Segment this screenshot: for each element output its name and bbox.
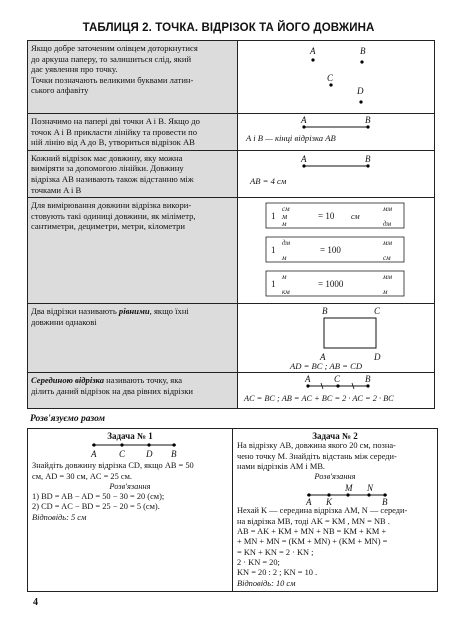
svg-text:м: м	[282, 273, 287, 282]
svg-text:C: C	[334, 374, 341, 385]
text-line: точок A і B прикласти лінійку та провести по	[31, 126, 198, 137]
text-line: стовують такі одиниці довжини, як міліметр,	[31, 210, 196, 221]
svg-text:D: D	[374, 352, 381, 363]
midpoint-diagram	[238, 373, 434, 408]
text-line: Для вимірювання довжини відрізка викори-	[31, 200, 192, 211]
row-units-text	[28, 198, 238, 304]
text-line: Позначимо на папері дві точки A і B. Якщо до	[31, 116, 200, 126]
points-diagram	[238, 41, 434, 113]
text-line: см, AD = 30 см, AC = 25 см.	[32, 471, 133, 481]
svg-text:= 100: = 100	[320, 245, 341, 256]
point-A	[311, 58, 314, 61]
answer: Відповідь: 5 см	[32, 512, 87, 522]
text-line: Серединою відрізка називають точку, яка	[31, 375, 183, 386]
label-D: D	[357, 86, 364, 96]
task-2	[233, 429, 438, 592]
svg-text:дм: дм	[282, 239, 291, 248]
points-figure	[238, 41, 435, 114]
row-segment-text	[28, 114, 238, 151]
svg-text:B: B	[171, 449, 177, 460]
label-B: B	[365, 115, 371, 125]
section-title: Розв'язуємо разом	[30, 414, 105, 424]
svg-text:A: A	[320, 352, 326, 363]
midpoint-figure	[238, 373, 435, 409]
label-B: B	[360, 46, 366, 56]
label-A: A	[301, 153, 307, 164]
text-line: ського алфавіту	[31, 85, 89, 96]
text-line: Два відрізки називають рівними, якщо їхні	[31, 306, 189, 317]
text-line: дає уявлення про точку.	[31, 64, 118, 75]
text-line: Точки позначають великими буквами латин-	[31, 74, 194, 85]
svg-text:мм: мм	[383, 273, 392, 282]
solution-label: Розв'язання	[109, 481, 151, 491]
length-figure	[238, 150, 435, 197]
text-line: ділить даний відрізок на два рівних відрізки	[31, 385, 193, 396]
svg-text:мм: мм	[383, 205, 392, 214]
svg-text:м: м	[383, 288, 388, 297]
text-line: Кожний відрізок має довжину, яку можна	[31, 152, 183, 163]
segment-caption: A і B — кінці відрізка AB	[246, 133, 336, 143]
svg-text:м: м	[282, 254, 287, 263]
svg-text:D: D	[146, 449, 153, 460]
text-line: KN = 20 : 2 ; KN = 10 .	[237, 568, 318, 578]
svg-text:1: 1	[271, 279, 276, 290]
svg-text:A: A	[305, 374, 311, 385]
length-caption: AB = 4 см	[250, 175, 287, 186]
midpoint-caption: AC = BC ; AB = AC + BC = 2 · AC = 2 · BC	[244, 394, 394, 404]
row-point-text	[28, 41, 238, 114]
svg-text:N: N	[367, 483, 374, 494]
solution-step: 2) CD = AC − BD = 25 − 20 = 5 (см).	[32, 502, 160, 512]
text-line: точками A і B	[31, 184, 82, 195]
svg-text:см: см	[383, 254, 391, 263]
text-line: відрізка AB називають також відстанню між	[31, 173, 194, 184]
point-D	[359, 100, 362, 103]
label-A: A	[310, 46, 316, 56]
task2-diagram	[237, 482, 433, 506]
svg-text:= 10: = 10	[318, 211, 335, 222]
row-midpoint-text	[28, 373, 238, 409]
text-line: до аркуша паперу, то залишиться слід, який	[31, 53, 192, 64]
svg-text:м: м	[282, 220, 287, 229]
text-line: нами відрізків AM і MB.	[237, 461, 326, 471]
point-C	[329, 83, 332, 86]
svg-text:1: 1	[271, 211, 276, 222]
text-line: на відрізка MB, тоді AK = KM , MN = NB .	[237, 516, 390, 526]
svg-text:см: см	[282, 205, 290, 214]
text-line: сантиметри, дециметри, метри, кілометри	[31, 221, 185, 232]
task-title: Задача № 1	[107, 431, 153, 441]
task-1	[28, 429, 233, 592]
solution-label: Розв'язання	[314, 472, 356, 482]
units-figure	[238, 198, 435, 304]
page-number: 4	[33, 597, 38, 608]
solution-step: 1) BD = AB − AD = 50 − 30 = 20 (см);	[32, 492, 165, 502]
svg-text:B: B	[322, 306, 328, 317]
text-line: виміряти за допомогою лінійки. Довжину	[31, 163, 184, 174]
svg-text:мм: мм	[383, 239, 392, 248]
svg-text:дм: дм	[383, 220, 392, 229]
equal-caption: AD = BC ; AB = CD	[290, 361, 363, 372]
text-line: ній лінію від A до B, утвориться відрізок AB	[31, 137, 195, 148]
rectangle-diagram	[238, 304, 434, 372]
segment-figure	[238, 114, 435, 151]
text-line: + MN + MN = (KM + MN) + (KM + MN) =	[237, 537, 388, 547]
svg-text:B: B	[382, 497, 388, 507]
unit-ratios	[238, 198, 434, 303]
text-line: Знайдіть довжину відрізка CD, якщо AB = 50	[32, 461, 194, 471]
task1-diagram	[32, 441, 228, 461]
svg-text:1: 1	[271, 245, 276, 256]
segment-diagram	[238, 114, 434, 148]
svg-text:= 1000: = 1000	[318, 279, 344, 290]
task-title: Задача № 2	[312, 431, 358, 441]
answer: Відповідь: 10 см	[237, 578, 296, 588]
text-line: довжини однакові	[31, 316, 97, 327]
text-line: Якщо добре заточеним олівцем доторкнутися	[31, 43, 198, 53]
text-line: чено точку M. Знайдіть відстань між середи-	[237, 451, 397, 461]
text-line: Нехай K — середина відрізка AM, N — середи-	[237, 506, 408, 516]
svg-text:A: A	[306, 497, 312, 507]
svg-text:см: см	[351, 212, 360, 222]
svg-text:C: C	[374, 306, 381, 317]
row-length-text	[28, 150, 238, 197]
svg-text:C: C	[119, 449, 126, 460]
page-title: ТАБЛИЦЯ 2. ТОЧКА. ВІДРІЗОК ТА ЙОГО ДОВЖИНА	[82, 22, 375, 34]
text-line: 2 · KN = 20;	[237, 557, 280, 567]
text-line: AB = AK + KM + MN + NB = KM + KM +	[237, 527, 387, 537]
svg-text:A: A	[91, 449, 97, 460]
text-line: = KN + KN = 2 · KN ;	[237, 547, 314, 557]
label-C: C	[327, 73, 334, 83]
point-B	[360, 60, 363, 63]
theory-table	[27, 40, 435, 409]
row-equal-text	[28, 304, 238, 373]
tasks-table	[27, 428, 438, 592]
svg-text:M: M	[345, 483, 353, 494]
equal-figure	[238, 304, 435, 373]
svg-text:м: м	[282, 212, 288, 222]
label-A: A	[301, 115, 307, 125]
text-line: На відрізку AB, довжина якого 20 см, позна-	[237, 441, 396, 451]
svg-text:км: км	[282, 288, 290, 297]
label-B: B	[365, 153, 371, 164]
svg-text:B: B	[365, 374, 371, 385]
length-diagram	[238, 151, 434, 196]
svg-text:K: K	[326, 497, 333, 507]
